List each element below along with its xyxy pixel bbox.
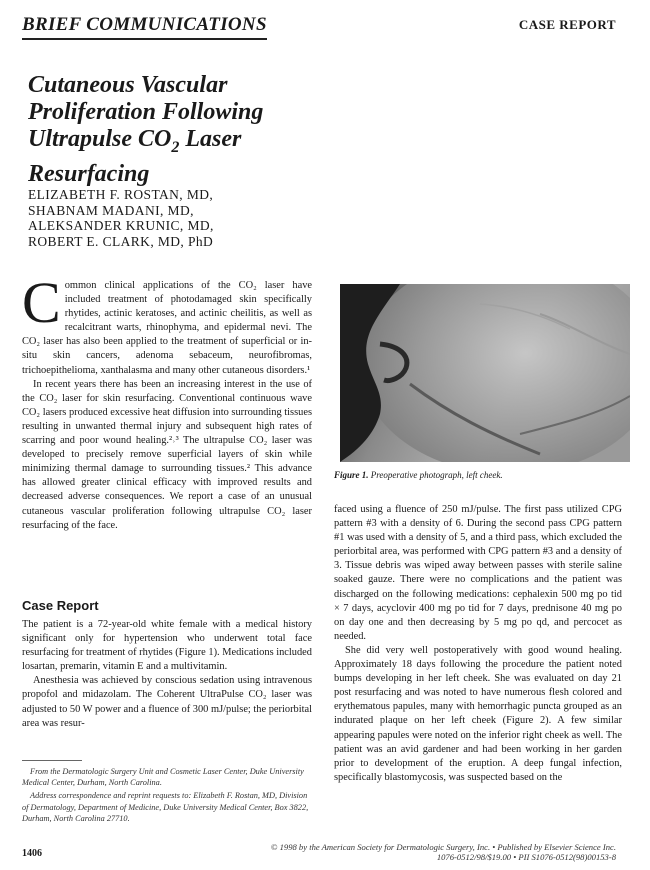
author: ROBERT E. CLARK, MD, PhD bbox=[28, 233, 214, 249]
intro-paragraph: In recent years there has been an increasing interest in the use of the CO₂ laser for skin resurfacing. Conventional continuous wave CO₂ lasers produced excessive heat diffusion into surrounding tissues resulting in unwanted thermal injury and subsequent high rates of scarring and poor wound healing.²˒³ The ultrapulse CO₂ laser was developed to precisely remove superficial layers of skin while minimizing thermal damage to surrounding tissues.² This advance has allowed greater clinical efficacy with improved results and decreased adverse consequences. We report a case of an unusual cutaneous vascular proliferation following ultrapulse CO₂ laser resurfacing of the face. bbox=[22, 378, 312, 531]
author-list bbox=[28, 187, 214, 249]
author: SHABNAM MADANI, MD, bbox=[28, 202, 194, 218]
article-title: Cutaneous Vascular Proliferation Following Ultrapulse $CO_2$ Laser Resurfacing bbox=[28, 72, 264, 187]
figure-caption: Figure 1. Preoperative photograph, left cheek. bbox=[334, 470, 503, 480]
figure-1-photo bbox=[340, 284, 630, 462]
case-report-heading: Case Report bbox=[22, 598, 99, 613]
case-paragraph: Anesthesia was achieved by conscious sedation using intravenous propofol and midazolam. The Coherent UltraPulse CO₂ laser was adjusted to 50 W power and a fluence of 300 mJ/pulse; the periorbital area was resur- bbox=[22, 675, 312, 729]
category-label: CASE REPORT bbox=[518, 17, 616, 32]
publisher-line: © 1998 by the American Society for Dermatologic Surgery, Inc. • Published by Elsevier Science Inc. 1076-0512/98/$19.00 • PII S1076-0512(98)00153-8 bbox=[270, 842, 616, 862]
section-title: BRIEF COMMUNICATIONS bbox=[22, 14, 267, 35]
page-number: 1406 bbox=[22, 848, 42, 859]
footnote-correspondence: Address correspondence and reprint requests to: Elizabeth F. Rostan, MD, Division of Dermatology, Department of Medicine, Duke University Medical Center, Box 3822, Durham, North Carolina 27710. bbox=[22, 791, 309, 823]
footnote-affiliation: From the Dermatologic Surgery Unit and Cosmetic Laser Center, Duke University Medical Center, Durham, North Carolina. bbox=[22, 767, 304, 788]
footnotes bbox=[22, 766, 312, 826]
case-paragraph: The patient is a 72-year-old white female with a medical history significant only for hypertension who underwent total face resurfacing for treatment of rhytides (Figure 1). Medications included losartan, premarin, vitamin E and a multivitamin. bbox=[22, 619, 312, 673]
drop-cap: C bbox=[22, 270, 61, 335]
author: ELIZABETH F. ROSTAN, MD, bbox=[28, 187, 214, 202]
case-column bbox=[22, 618, 312, 731]
right-column bbox=[334, 503, 622, 785]
footnote-rule bbox=[22, 760, 82, 761]
intro-column bbox=[22, 270, 312, 533]
procedure-paragraph: faced using a fluence of 250 mJ/pulse. The first pass utilized CPG pattern #3 with a density of 6. During the second pass CPG pattern #1 was used with a density of 5, and a third pass, which excluded the periorbital area, was performed with CPG pattern #3 and a density of 3. Tissue debris was wiped away between passes with sterile saline soaked gauze. There were no complications and the patient was discharged on the following medications: cephalexin 500 mg po tid × 7 days, acyclovir 400 mg po tid for 7 days, prednisone 40 mg po on day one and then decreasing by 5 mg po qd, and percocet as needed. bbox=[334, 504, 622, 642]
postop-paragraph: She did very well postoperatively with good wound healing. Approximately 18 days following the procedure the patient noted bumps developing in her left cheek. She was evaluated on day 21 post resurfacing and was noted to have numerous flesh colored and erythematous papules, many with hemorrhagic puncta grouped as an indurated plaque on her left cheek (Figure 2). A few similar appearing papules were noted on the inferior right cheek as well. The patient was an avid gardener and had been working in her garden prior to development of the eruption. A deep fungal infection, specifically blastomycosis, was suspected based on the bbox=[334, 644, 622, 783]
section-rule bbox=[22, 38, 267, 40]
intro-paragraph: Common clinical applications of the CO₂ laser have included treatment of photodamaged skin specifically rhytides, actinic keratoses, and actinic cheilitis, as well as recalcitrant warts, rhinophyma, and epidermal nevi. The CO₂ laser has also been applied to the treatment of superficial or in-situ skin cancers, adenoma sebaceum, neurofibromas, trichoepithelioma, xanthalasma and many other cutaneous disorders.¹ bbox=[22, 270, 312, 376]
author: ALEKSANDER KRUNIC, MD, bbox=[28, 218, 214, 233]
cheek-photo-icon bbox=[340, 284, 630, 462]
